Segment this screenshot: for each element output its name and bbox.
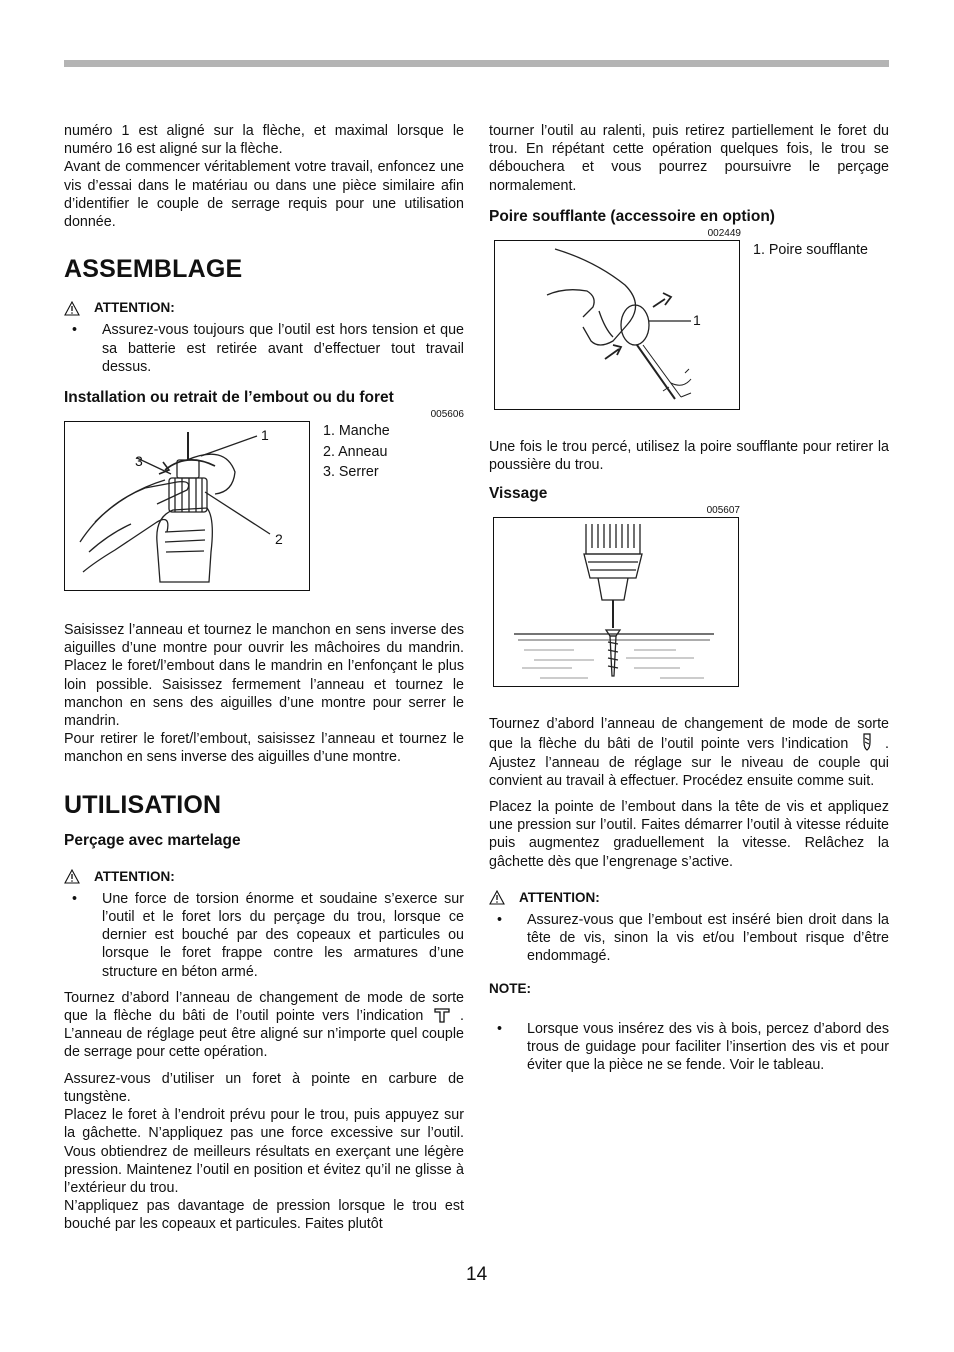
hammer-mode-icon [431, 1007, 453, 1023]
note-label: NOTE: [489, 980, 531, 996]
attention-list [64, 321, 464, 376]
legend-item: 1. Poire soufflante [753, 241, 868, 258]
section-title-utilisation: UTILISATION [64, 790, 222, 819]
body-paragraph: tourner l’outil au ralenti, puis retirez partiellement le foret du trou. En répétant cette opération quelques fois, le trou se débouchera et vous pourrez poursuivre le perçage normalement. [489, 123, 889, 194]
body-paragraph: N’appliquez pas davantage de pression lorsque le trou est bouché par les copeaux et particules. Faites plutôt [64, 1198, 464, 1233]
attention-label: ATTENTION: [94, 300, 175, 316]
figure-blower-bulb [494, 240, 740, 410]
callout-2: 2 [275, 531, 283, 548]
attention-label: ATTENTION: [94, 868, 175, 884]
body-paragraph: Une fois le trou percé, utilisez la poire soufflante pour retirer la poussière du trou. [489, 438, 889, 474]
drill-mode-icon [856, 733, 878, 751]
header-rule [64, 60, 889, 67]
intro-paragraph: numéro 1 est aligné sur la flèche, et maximal lorsque le numéro 16 est aligné sur la flèche. [64, 123, 464, 158]
callout-1: 1 [693, 311, 701, 328]
subsection-title-percage: Perçage avec martelage [64, 831, 241, 849]
drill-chuck-illustration [65, 422, 309, 590]
subsection-title-installation: Installation ou retrait de l’embout ou du foret [64, 389, 394, 407]
body-paragraph: Assurez-vous d’utiliser un foret à pointe en carbure de tungstène. [64, 1070, 464, 1105]
warning-triangle-icon [489, 890, 505, 905]
list-item: • Assurez-vous que l’embout est inséré bien droit dans la tête de vis, sinon la vis et/ou l’embout risque d’être endommagé. [489, 911, 889, 966]
body-paragraph: Saisissez l’anneau et tournez le manchon en sens inverse des aiguilles d’une montre pour ouvrir les mâchoires du mandrin. Placez le foret/l’embout dans le mandrin en l’enfonçant le plus loin possible. Saisissez fermement l’anneau et tournez le manchon en sens des aiguilles d’une montre pour serrer le mandrin. [64, 622, 464, 730]
warning-triangle-icon [64, 301, 80, 316]
figure-code: 005607 [706, 505, 740, 517]
body-paragraph: Placez la pointe de l’embout dans la tête de vis et appliquez une pression sur l’outil. Faites démarrer l’outil à vitesse réduite puis augmentez graduellement la vitesse. Relâchez la gâchette dès que l’engrenage s’active. [489, 799, 889, 870]
attention-heading [64, 868, 464, 886]
callout-3: 3 [135, 453, 143, 470]
right-column [489, 122, 889, 1080]
attention-list [489, 911, 889, 966]
intro-paragraph: Avant de commencer véritablement votre travail, enfoncez une vis d’essai dans le matériau ou dans une pièce similaire afin d’identifier le couple de serrage requis pour une utilisation donnée. [64, 159, 464, 231]
legend-item: 2. Anneau [323, 443, 388, 460]
attention-heading [489, 889, 889, 907]
note-list [489, 1020, 889, 1075]
figure-chuck-installation [64, 421, 310, 591]
blower-bulb-illustration [495, 241, 739, 409]
figure-row [64, 421, 464, 591]
figure-code: 005606 [430, 409, 464, 421]
legend-item: 3. Serrer [323, 464, 379, 481]
attention-list [64, 890, 464, 981]
screwdriving-illustration [494, 518, 738, 686]
legend-item: 1. Manche [323, 423, 390, 440]
left-column [64, 122, 464, 1234]
figure-row [489, 240, 889, 410]
attention-label: ATTENTION: [519, 889, 600, 905]
attention-heading [64, 299, 464, 317]
subsection-title-vissage: Vissage [489, 485, 548, 503]
section-title-assemblage: ASSEMBLAGE [64, 255, 243, 284]
callout-1: 1 [261, 427, 269, 444]
body-paragraph: Pour retirer le foret/l’embout, saisissez l’anneau et tournez le manchon en sens inverse des aiguilles d’une montre. [64, 731, 464, 766]
body-paragraph: Placez le foret à l’endroit prévu pour le trou, puis appuyez sur la gâchette. N’appliquez pas une force excessive sur l’outil. Vous obtiendrez de meilleurs résultats en exerçant une légère pression. Maintenez l’outil en position et évitez qu’il ne glisse à l’extérieur du trou. [64, 1107, 464, 1196]
body-paragraph: Tournez d’abord l’anneau de changement de mode de sorte que la flèche du bâti de l’outil pointe vers l’indication . Ajustez l’anneau de réglage sur le niveau de couple qui convient au travail à effectuer. Procédez ensuite comme suit. [489, 716, 889, 789]
figure-code: 002449 [707, 227, 741, 239]
figure-screwdriving [493, 517, 739, 687]
figure-legend [753, 240, 868, 261]
list-item: • Une force de torsion énorme et soudaine s’exerce sur l’outil et le foret lors du perçage du trou, lorsque ce dernier est bouché par des copeaux et particules ou lorsque le foret frappe contre les armatures d’une structure en béton armé. [64, 890, 464, 981]
subsection-title-poire: Poire soufflante (accessoire en option) [489, 207, 775, 225]
page-number: 14 [466, 1264, 488, 1285]
warning-triangle-icon [64, 869, 80, 884]
list-item: • Lorsque vous insérez des vis à bois, percez d’abord des trous de guidage pour faciliter l’insertion des vis et pour éviter que la pièce ne se fende. Voir le tableau. [489, 1020, 889, 1075]
figure-legend [323, 421, 390, 483]
list-item: • Assurez-vous toujours que l’outil est hors tension et que sa batterie est retirée avant d’effectuer tout travail dessus. [64, 321, 464, 376]
body-paragraph: Tournez d’abord l’anneau de changement de mode de sorte que la flèche du bâti de l’outil pointe vers l’indication . L’anneau de réglage peut être aligné sur n’importe quel couple de serrage pour cette opération. [64, 989, 464, 1061]
